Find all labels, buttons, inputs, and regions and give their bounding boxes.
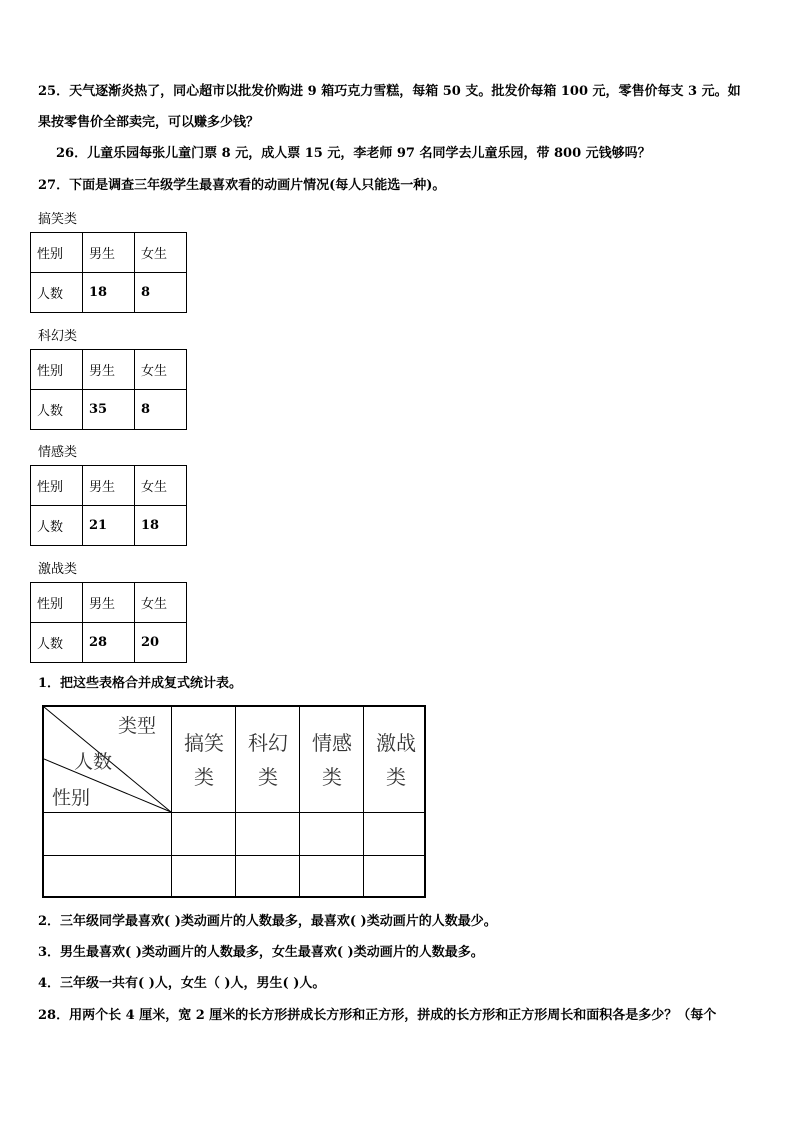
diagonal-label-gender: 性别: [52, 787, 91, 809]
table-row-label-count: 人数: [31, 390, 83, 430]
table-row-label-count: 人数: [31, 506, 83, 546]
table-cell-boys: 18: [83, 273, 135, 313]
column-header-comedy-line2: 类: [194, 765, 214, 789]
column-header-emotion: [300, 707, 364, 832]
question-28: 28．用两个长 4 厘米，宽 2 厘米的长方形拼成长方形和正方形，拼成的长方形和正方形周长和面积各是多少？（每个: [38, 1008, 717, 1023]
column-header-comedy-line1: 搞笑: [184, 731, 224, 755]
table-cell-girls: 8: [135, 273, 187, 313]
table-header-gender: 性别: [31, 466, 83, 506]
question-25-line-1: 25．天气逐渐炎热了，同心超市以批发价购进 9 箱巧克力雪糕，每箱 50 支。批发价每箱 100 元，零售价每支 3 元。如: [38, 84, 741, 99]
table-header-boys: 男生: [83, 233, 135, 273]
column-header-battle: [364, 707, 428, 832]
grid-line-vertical: [235, 707, 236, 896]
sub-question-4: 4．三年级一共有( )人，女生（ )人，男生( )人。: [38, 976, 326, 991]
question-27-intro: 27．下面是调查三年级学生最喜欢看的动画片情况(每人只能选一种)。: [38, 178, 446, 193]
table-cell-boys: 28: [83, 623, 135, 663]
column-header-emotion-line2: 类: [322, 765, 342, 789]
table-cell-girls: 20: [135, 623, 187, 663]
table-cell-boys: 21: [83, 506, 135, 546]
table-emotion: [30, 465, 187, 546]
table-header-gender: 性别: [31, 583, 83, 623]
column-header-battle-line2: 类: [386, 765, 406, 789]
table-header-girls: 女生: [135, 233, 187, 273]
column-header-comedy: [172, 707, 236, 832]
table-caption-comedy: 搞笑类: [38, 212, 78, 227]
table-caption-scifi: 科幻类: [38, 329, 78, 344]
table-comedy: [30, 232, 187, 313]
diagonal-label-count: 人数: [74, 751, 113, 773]
sub-question-1: 1．把这些表格合并成复式统计表。: [38, 676, 243, 691]
grid-line-vertical: [363, 707, 364, 896]
table-scifi: [30, 349, 187, 430]
sub-question-2: 2．三年级同学最喜欢( )类动画片的人数最多，最喜欢( )类动画片的人数最少。: [38, 914, 497, 929]
grid-line-horizontal: [44, 812, 424, 813]
column-header-scifi-line1: 科幻: [248, 731, 288, 755]
grid-line-vertical: [299, 707, 300, 896]
table-cell-boys: 35: [83, 390, 135, 430]
table-cell-girls: 18: [135, 506, 187, 546]
table-header-girls: 女生: [135, 466, 187, 506]
table-cell-girls: 8: [135, 390, 187, 430]
question-26: 26．儿童乐园每张儿童门票 8 元，成人票 15 元，李老师 97 名同学去儿童乐园，带 800 元钱够吗？: [56, 146, 651, 161]
table-header-gender: 性别: [31, 350, 83, 390]
table-caption-battle: 激战类: [38, 562, 78, 577]
table-header-girls: 女生: [135, 583, 187, 623]
combined-statistics-table: [42, 705, 426, 898]
grid-line-vertical: [171, 707, 172, 896]
table-header-boys: 男生: [83, 466, 135, 506]
table-header-boys: 男生: [83, 350, 135, 390]
column-header-battle-line1: 激战: [376, 731, 416, 755]
column-header-emotion-line1: 情感: [312, 731, 352, 755]
table-header-gender: 性别: [31, 233, 83, 273]
column-header-scifi-line2: 类: [258, 765, 278, 789]
diagonal-label-type: 类型: [118, 715, 157, 737]
table-battle: [30, 582, 187, 663]
grid-line-horizontal: [44, 855, 424, 856]
sub-question-3: 3．男生最喜欢( )类动画片的人数最多，女生最喜欢( )类动画片的人数最多。: [38, 945, 484, 960]
column-header-scifi: [236, 707, 300, 832]
table-header-girls: 女生: [135, 350, 187, 390]
table-header-boys: 男生: [83, 583, 135, 623]
table-row-label-count: 人数: [31, 623, 83, 663]
table-caption-emotion: 情感类: [38, 445, 78, 460]
table-row-label-count: 人数: [31, 273, 83, 313]
question-25-line-2: 果按零售价全部卖完，可以赚多少钱？: [38, 115, 260, 130]
